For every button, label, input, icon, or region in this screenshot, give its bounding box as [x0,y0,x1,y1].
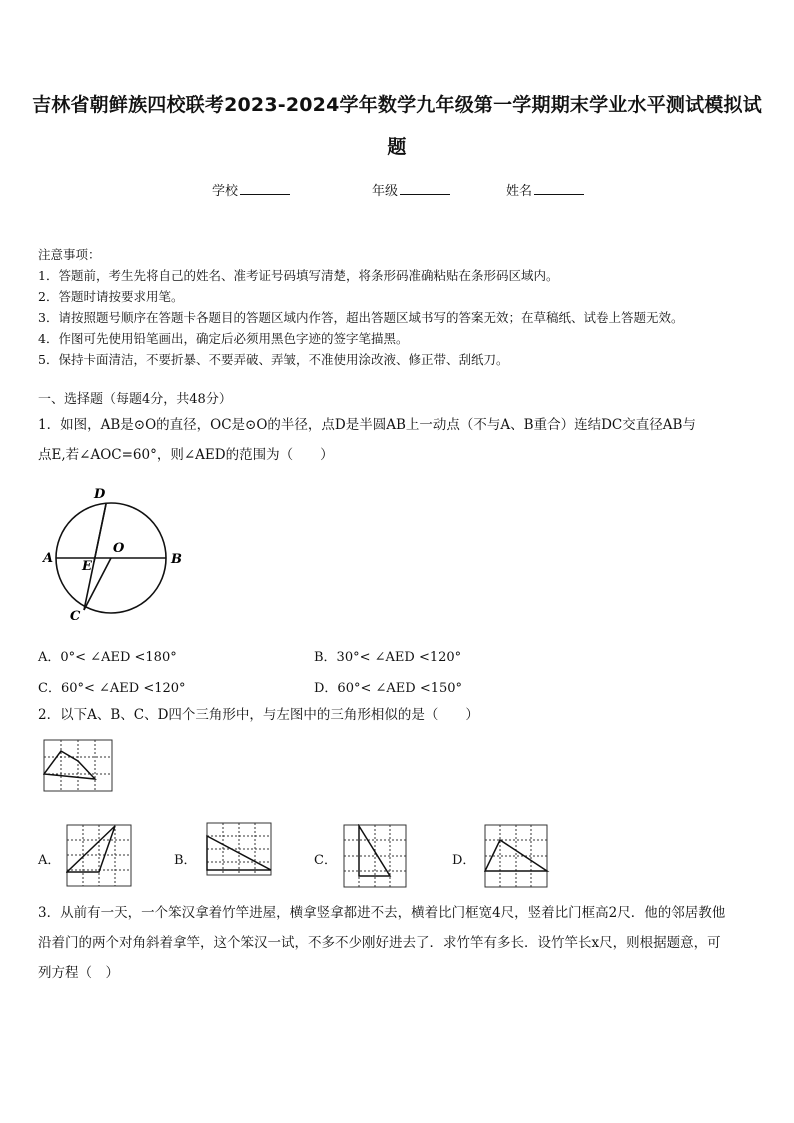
q1-option-b[interactable]: B．30°< ∠AED <120° [314,650,462,665]
question-3-line1: 3．从前有一天，一个笨汉拿着竹竿进屋，横拿竖拿都进不去，横着比门框宽4尺，竖着比门框高2尺．他的邻居教他 [38,905,726,921]
notice-item: 4．作图可先使用铅笔画出，确定后必须用黑色字迹的签字笔描黑。 [38,331,409,346]
q1-option-a[interactable]: A．0°< ∠AED <180° [38,650,177,665]
q2-option-c-label[interactable]: C． [314,853,337,868]
question-1-line2: 点E,若∠AOC=60°，则∠AED的范围为（ ） [38,447,334,463]
notice-item: 3．请按照题号顺序在答题卡各题目的答题区域内作答，超出答题区域书写的答案无效；在草稿纸、试卷上答题无效。 [38,310,684,325]
label-c: C [70,609,81,624]
question-1-stem [38,410,760,470]
exam-title-line1: 吉林省朝鲜族四校联考2023-2024学年数学九年级第一学期期末学业水平测试模拟试 [32,94,762,116]
name-field [506,180,584,199]
q2-option-c-figure[interactable] [343,824,409,890]
section-heading: 一、选择题（每题4分，共48分） [38,392,232,407]
grade-label: 年级 [372,184,399,199]
question-3-stem [38,898,760,988]
school-blank[interactable] [240,182,290,195]
q2-option-a-label[interactable]: A． [38,853,61,868]
notice-item: 5．保持卡面清洁，不要折暴、不要弄破、弄皱，不准使用涂改液、修正带、刮纸刀。 [38,352,509,367]
q1-option-d[interactable]: D．60°< ∠AED <150° [314,681,463,696]
q1-option-c[interactable]: C．60°< ∠AED <120° [38,681,186,696]
reference-triangle-grid [43,739,115,793]
notice-item: 2．答题时请按要求用笔。 [38,289,184,304]
name-label: 姓名 [506,184,533,199]
label-b: B [171,552,182,567]
exam-title [30,84,764,168]
grade-blank[interactable] [400,182,450,195]
question-3-line2: 沿着门的两个对角斜着拿竿，这个笨汉一试，不多不少刚好进去了．求竹竿有多长．设竹竿长x尺，则根据题意，可 [38,935,721,951]
question-3-line3: 列方程（ ） [38,965,119,981]
label-e: E [82,559,92,574]
q2-option-a-figure[interactable] [66,824,134,888]
school-label: 学校 [212,184,239,199]
notice-item: 1．答题前，考生先将自己的姓名、准考证号码填写清楚，将条形码准确粘贴在条形码区域内。 [38,268,559,283]
school-field [212,180,290,199]
q2-option-b-label[interactable]: B． [174,853,197,868]
question-1-line1: 1．如图，AB是⊙O的直径，OC是⊙O的半径，点D是半圆AB上一动点（不与A、B重合）连结DC交直径AB与 [38,417,696,433]
label-o: O [113,541,125,556]
label-a: A [43,551,54,566]
exam-title-line2: 题 [387,136,407,158]
notice-heading: 注意事项： [38,247,101,262]
question-2-stem: 2．以下A、B、C、D四个三角形中，与左图中的三角形相似的是（ ） [38,707,479,723]
circle-figure [38,484,188,624]
segment-de [94,504,106,562]
name-blank[interactable] [534,182,584,195]
label-d: D [94,487,106,502]
q2-option-d-label[interactable]: D． [452,853,476,868]
notice-block [38,244,762,370]
reference-triangle [44,751,95,779]
q2-option-b-figure[interactable] [206,822,274,878]
grade-field [372,180,450,199]
q2-option-d-figure[interactable] [484,824,550,890]
